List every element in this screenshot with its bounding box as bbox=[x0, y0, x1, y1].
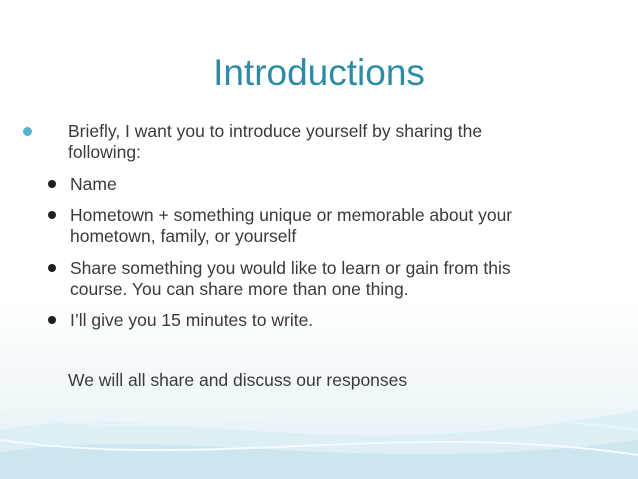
bullet-text bbox=[68, 121, 588, 163]
closing-text: We will all share and discuss our responses bbox=[68, 370, 408, 390]
slide-title: Introductions bbox=[213, 52, 425, 93]
sub-bullet-dot-icon bbox=[48, 180, 56, 188]
sub-bullet-text-line: Hometown + something unique or memorable about your bbox=[70, 205, 513, 225]
bullet-dot-icon bbox=[23, 127, 32, 136]
bullet-text-line: following: bbox=[68, 142, 141, 162]
sub-bullet-text bbox=[70, 174, 590, 195]
sub-bullet-text-line: hometown, family, or yourself bbox=[70, 226, 297, 246]
sub-bullet-text bbox=[70, 310, 590, 331]
sub-bullet-text-line: course. You can share more than one thing. bbox=[70, 279, 409, 299]
sub-bullet-text-line: Share something you would like to learn or gain from this bbox=[70, 258, 511, 278]
sub-bullet-text bbox=[70, 205, 590, 247]
sub-bullet-text bbox=[70, 258, 590, 300]
bullet-text-line: Briefly, I want you to introduce yourself by sharing the bbox=[68, 121, 483, 141]
sub-bullet-text-line: Name bbox=[70, 174, 117, 194]
sub-bullet-dot-icon bbox=[48, 211, 56, 219]
sub-bullet-text-line: I’ll give you 15 minutes to write. bbox=[70, 310, 314, 330]
sub-bullet-dot-icon bbox=[48, 264, 56, 272]
sub-bullet-dot-icon bbox=[48, 316, 56, 324]
